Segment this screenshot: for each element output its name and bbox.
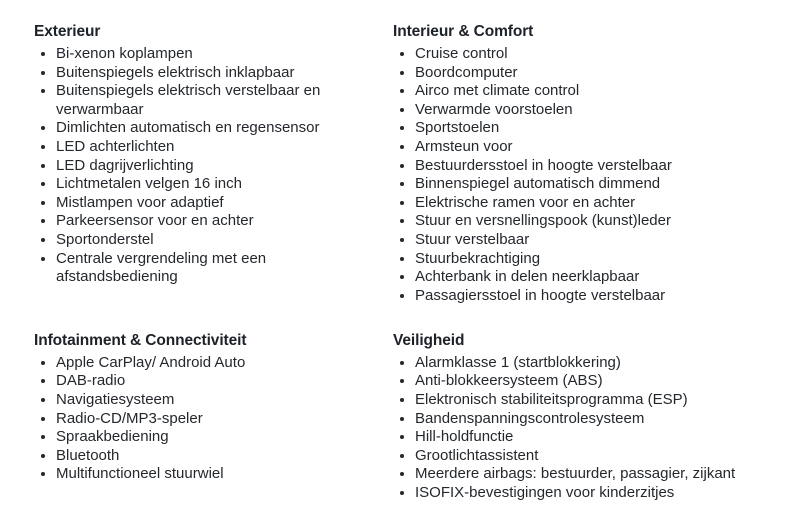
feature-item: • Alarmklasse 1 (startblokkering) — [415, 354, 776, 373]
section-title-infotainment-connectiviteit: Infotainment & Connectiviteit — [34, 331, 247, 349]
feature-item: • Armsteun voor — [415, 138, 776, 157]
feature-item: • Lichtmetalen velgen 16 inch — [56, 175, 393, 194]
feature-item: • LED achterlichten — [56, 138, 393, 157]
feature-item: • Cruise control — [415, 45, 776, 64]
feature-item: • DAB-radio — [56, 372, 393, 391]
feature-item: • Binnenspiegel automatisch dimmend — [415, 175, 776, 194]
feature-item: • Apple CarPlay/ Android Auto — [56, 354, 393, 373]
feature-item: • Bluetooth — [56, 447, 393, 466]
feature-item: • Elektrische ramen voor en achter — [415, 194, 776, 213]
section-exterieur — [34, 22, 393, 287]
feature-item: • Buitenspiegels elektrisch verstelbaar en verwarmbaar — [56, 82, 393, 119]
feature-item: • Sportonderstel — [56, 231, 393, 250]
feature-item: • Stuur verstelbaar — [415, 231, 776, 250]
feature-item: • Bestuurdersstoel in hoogte verstelbaar — [415, 157, 776, 176]
section-interieur-comfort — [393, 22, 776, 305]
section-title-veiligheid: Veiligheid — [393, 331, 465, 349]
feature-item: • Buitenspiegels elektrisch inklapbaar — [56, 64, 393, 83]
feature-list-exterieur — [34, 45, 393, 287]
feature-item: • Stuur en versnellingspook (kunst)leder — [415, 212, 776, 231]
section-veiligheid — [393, 331, 776, 503]
feature-item: • Spraakbediening — [56, 428, 393, 447]
section-infotainment-connectiviteit — [34, 331, 393, 484]
feature-item: • Boordcomputer — [415, 64, 776, 83]
feature-item: • Airco met climate control — [415, 82, 776, 101]
feature-item: • Grootlichtassistent — [415, 447, 776, 466]
feature-item: • Verwarmde voorstoelen — [415, 101, 776, 120]
feature-item: • Centrale vergrendeling met een afstandsbediening — [56, 250, 393, 287]
feature-item: • Anti-blokkeersysteem (ABS) — [415, 372, 776, 391]
feature-item: • Multifunctioneel stuurwiel — [56, 465, 393, 484]
feature-item: • Sportstoelen — [415, 119, 776, 138]
feature-item: • Stuurbekrachtiging — [415, 250, 776, 269]
feature-item: • Dimlichten automatisch en regensensor — [56, 119, 393, 138]
feature-item: • Mistlampen voor adaptief — [56, 194, 393, 213]
feature-item: • Hill-holdfunctie — [415, 428, 776, 447]
feature-item: • Navigatiesysteem — [56, 391, 393, 410]
feature-item: • Passagiersstoel in hoogte verstelbaar — [415, 287, 776, 306]
feature-item: • Radio-CD/MP3-speler — [56, 410, 393, 429]
feature-list-veiligheid — [393, 354, 776, 503]
feature-item: • ISOFIX-bevestigingen voor kinderzitjes — [415, 484, 776, 503]
section-title-exterieur: Exterieur — [34, 23, 101, 40]
feature-item: • Bandenspanningscontrolesysteem — [415, 410, 776, 429]
feature-item: • Meerdere airbags: bestuurder, passagier, zijkant — [415, 465, 776, 484]
feature-item: • LED dagrijverlichting — [56, 157, 393, 176]
feature-item: • Parkeersensor voor en achter — [56, 212, 393, 231]
section-title-interieur-comfort: Interieur & Comfort — [393, 23, 534, 40]
feature-list-interieur-comfort — [393, 45, 776, 305]
feature-item: • Elektronisch stabiliteitsprogramma (ESP) — [415, 391, 776, 410]
feature-list-infotainment-connectiviteit — [34, 354, 393, 484]
feature-item: • Achterbank in delen neerklapbaar — [415, 268, 776, 287]
feature-item: • Bi-xenon koplampen — [56, 45, 393, 64]
